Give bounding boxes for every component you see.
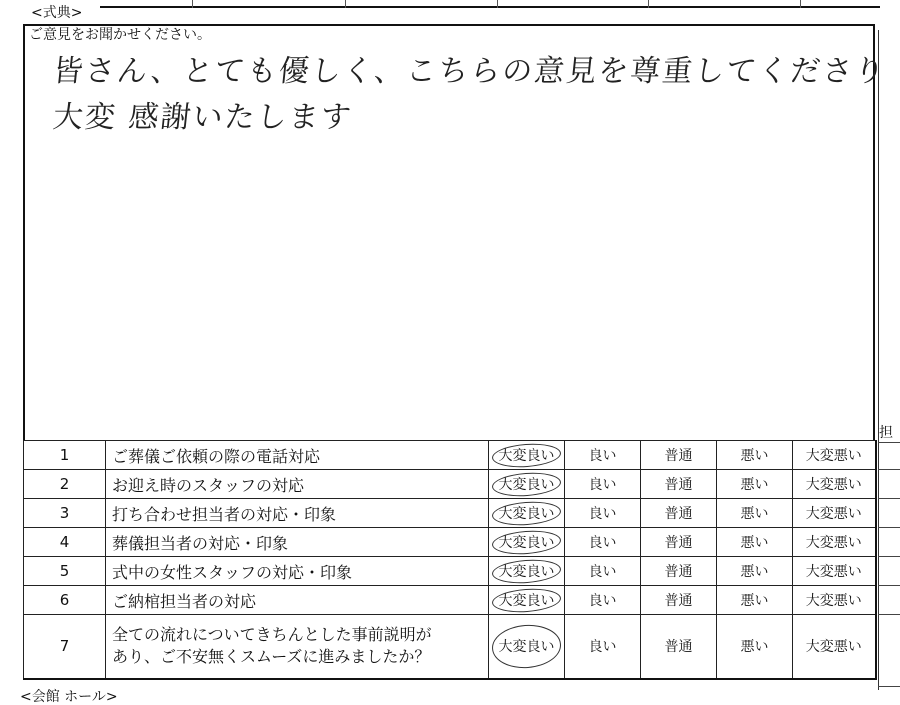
rating-option-label: 大変悪い [805, 477, 862, 493]
question-text: 全ての流れについてきちんとした事前説明が あり、ご不安無くスムーズに進みましたか？ [106, 615, 489, 679]
divider [878, 469, 900, 470]
divider [878, 442, 900, 443]
question-number: 1 [24, 441, 106, 470]
rating-option[interactable] [793, 615, 876, 679]
question-number: 5 [24, 557, 106, 586]
divider [878, 585, 900, 586]
survey-row [24, 470, 876, 499]
question-number: 4 [24, 528, 106, 557]
divider [648, 0, 649, 8]
rating-option[interactable] [641, 499, 717, 528]
rating-option-label: 普通 [664, 506, 693, 522]
rating-option[interactable] [717, 528, 793, 557]
selection-circle-mark [491, 471, 561, 499]
rating-option[interactable] [793, 586, 876, 615]
rating-option[interactable] [489, 586, 565, 615]
rating-option[interactable] [641, 470, 717, 499]
previous-section-edge [0, 0, 880, 8]
question-number: 2 [24, 470, 106, 499]
rating-option[interactable] [489, 615, 565, 679]
rating-option-label: 良い [588, 564, 617, 580]
rating-option[interactable] [717, 615, 793, 679]
rating-option[interactable] [565, 470, 641, 499]
rating-option[interactable] [793, 470, 876, 499]
rating-option-label: 大変悪い [805, 593, 862, 609]
rating-option[interactable] [793, 441, 876, 470]
survey-row [24, 557, 876, 586]
rating-option[interactable] [489, 470, 565, 499]
selection-circle-mark [491, 529, 561, 557]
divider [878, 498, 900, 499]
rating-option[interactable] [717, 586, 793, 615]
rating-option-label: 良い [588, 448, 617, 464]
rating-option-label: 良い [588, 639, 617, 656]
survey-row [24, 615, 876, 679]
selection-circle-mark [491, 442, 561, 470]
rating-option[interactable] [793, 528, 876, 557]
rating-option-label: 大変良い [498, 477, 555, 493]
divider [878, 614, 900, 615]
rating-option[interactable] [489, 441, 565, 470]
rating-option-label: 悪い [740, 506, 769, 522]
rating-option-label: 大変良い [498, 506, 555, 522]
question-text: 打ち合わせ担当者の対応・印象 [106, 499, 489, 528]
divider [878, 30, 879, 690]
rating-option[interactable] [565, 586, 641, 615]
rating-option-label: 悪い [740, 639, 769, 656]
rating-option-label: 大変悪い [805, 506, 862, 522]
rating-option-label: 大変悪い [805, 639, 862, 656]
previous-table-bottom-line [100, 6, 880, 8]
survey-table [23, 440, 877, 680]
selection-circle-mark [491, 623, 563, 670]
rating-option-label: 悪い [740, 477, 769, 493]
rating-option[interactable] [641, 615, 717, 679]
question-text: ご納棺担当者の対応 [106, 586, 489, 615]
rating-option[interactable] [641, 528, 717, 557]
divider [192, 0, 193, 8]
rating-option[interactable] [489, 499, 565, 528]
rating-option-label: 良い [588, 593, 617, 609]
rating-option[interactable] [717, 441, 793, 470]
selection-circle-mark [491, 558, 561, 586]
comments-box [23, 24, 889, 440]
rating-option-label: 大変良い [498, 593, 555, 609]
rating-option-label: 普通 [664, 564, 693, 580]
rating-option[interactable] [793, 557, 876, 586]
survey-row [24, 441, 876, 470]
question-number: 6 [24, 586, 106, 615]
adjacent-form-edge [878, 30, 900, 690]
rating-option-label: 大変悪い [805, 448, 862, 464]
question-text: ご葬儀ご依頼の際の電話対応 [106, 441, 489, 470]
rating-option[interactable] [641, 586, 717, 615]
rating-option[interactable] [565, 615, 641, 679]
rating-option-label: 大変悪い [805, 564, 862, 580]
rating-option-label: 悪い [740, 564, 769, 580]
rating-option-label: 大変良い [498, 564, 555, 580]
selection-circle-mark [491, 587, 561, 615]
rating-option[interactable] [565, 441, 641, 470]
question-text: 葬儀担当者の対応・印象 [106, 528, 489, 557]
question-text: 式中の女性スタッフの対応・印象 [106, 557, 489, 586]
rating-option-label: 良い [588, 535, 617, 551]
question-number: 7 [24, 615, 106, 679]
rating-option-label: 大変良い [498, 535, 555, 551]
rating-option-label: 大変悪い [805, 535, 862, 551]
divider [878, 527, 900, 528]
rating-option[interactable] [793, 499, 876, 528]
rating-option-label: 大変良い [498, 639, 555, 656]
rating-option[interactable] [717, 557, 793, 586]
selection-circle-mark [491, 500, 561, 528]
rating-option[interactable] [717, 499, 793, 528]
rating-option-label: 良い [588, 506, 617, 522]
comments-prompt: ご意見をお聞かせください。 [29, 27, 211, 43]
handwritten-comment-line-1: 皆さん、とても優しく、こちらの意見を尊重してくださり [51, 54, 889, 89]
staff-column-label: 担 [879, 425, 893, 441]
hall-section-label: <会館 ホール> [20, 689, 118, 705]
survey-row [24, 528, 876, 557]
rating-option-label: 良い [588, 477, 617, 493]
survey-row [24, 586, 876, 615]
question-text: お迎え時のスタッフの対応 [106, 470, 489, 499]
survey-row [24, 499, 876, 528]
rating-option[interactable] [489, 528, 565, 557]
question-number: 3 [24, 499, 106, 528]
rating-option-label: 普通 [664, 535, 693, 551]
divider [345, 0, 346, 8]
rating-option-label: 悪い [740, 448, 769, 464]
ceremony-section-label: <式典> [31, 5, 83, 21]
rating-option[interactable] [717, 470, 793, 499]
divider [497, 0, 498, 8]
rating-option-label: 悪い [740, 535, 769, 551]
rating-option[interactable] [565, 528, 641, 557]
rating-option-label: 大変良い [498, 448, 555, 464]
rating-option[interactable] [489, 557, 565, 586]
handwritten-comment-line-2: 大変 感謝いたします [51, 100, 355, 135]
rating-option[interactable] [641, 557, 717, 586]
divider [878, 686, 900, 687]
rating-option[interactable] [641, 441, 717, 470]
rating-option-label: 普通 [664, 477, 693, 493]
divider [878, 556, 900, 557]
rating-option-label: 普通 [664, 639, 693, 656]
rating-option-label: 普通 [664, 448, 693, 464]
rating-option[interactable] [565, 499, 641, 528]
divider [800, 0, 801, 8]
rating-option-label: 悪い [740, 593, 769, 609]
rating-option[interactable] [565, 557, 641, 586]
rating-option-label: 普通 [664, 593, 693, 609]
